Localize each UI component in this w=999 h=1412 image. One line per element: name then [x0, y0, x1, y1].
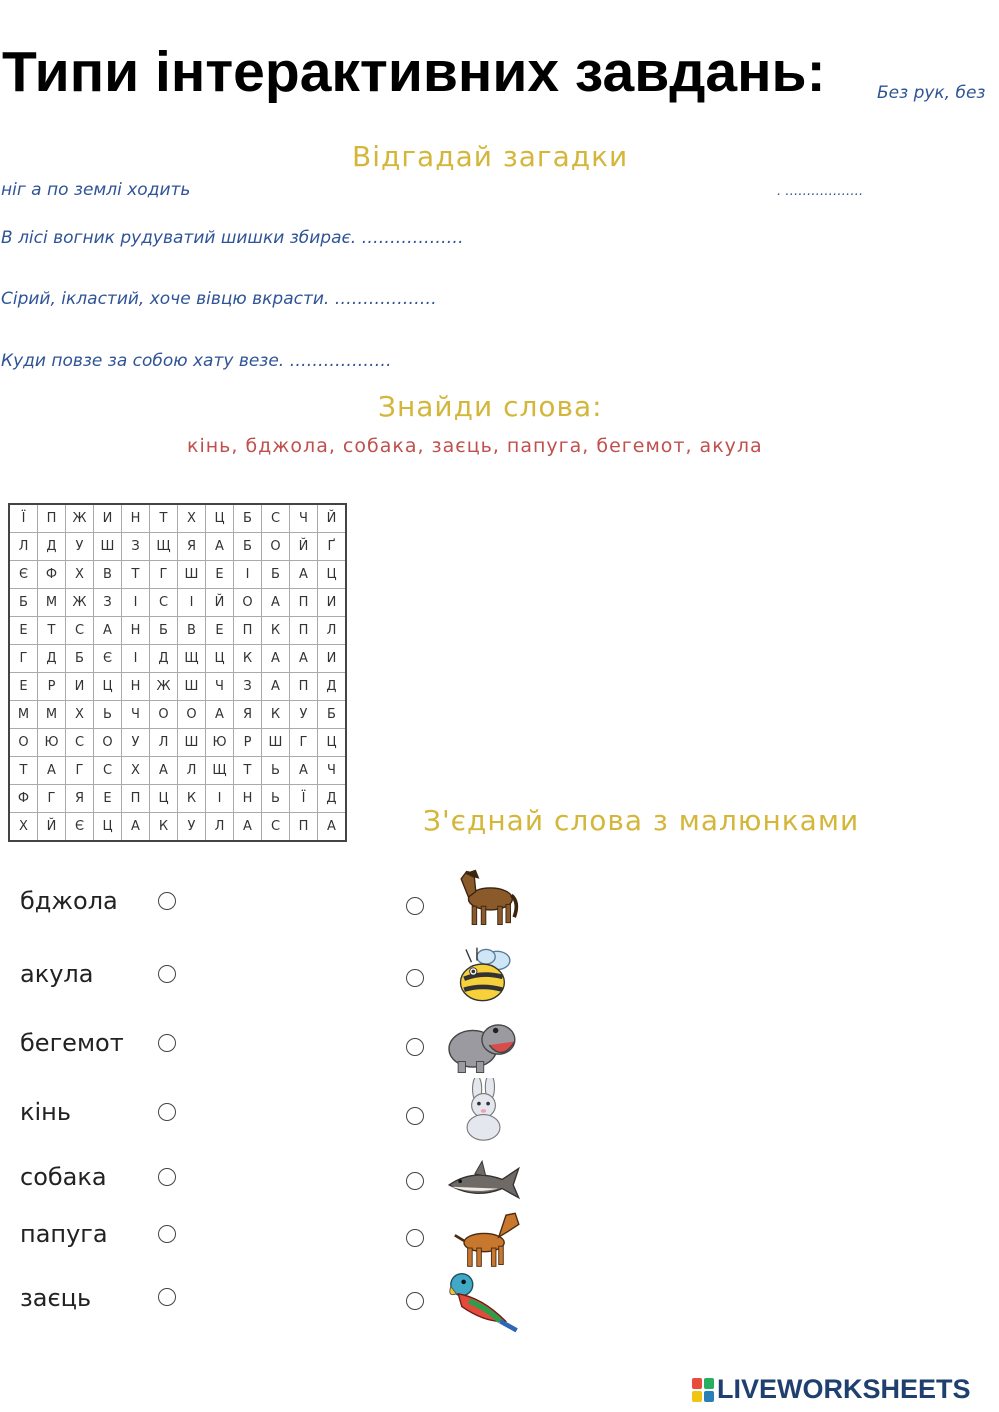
- grid-cell[interactable]: З: [94, 589, 122, 617]
- grid-cell[interactable]: Ш: [178, 673, 206, 701]
- grid-cell[interactable]: П: [122, 785, 150, 813]
- liveworksheets-logo: [692, 1374, 971, 1405]
- grid-cell[interactable]: Ю: [38, 729, 66, 757]
- grid-cell[interactable]: Ф: [38, 561, 66, 589]
- grid-row: [9, 673, 346, 701]
- match-left-dot[interactable]: [158, 1034, 176, 1052]
- grid-cell[interactable]: Н: [122, 673, 150, 701]
- dog-icon: [446, 1206, 524, 1270]
- grid-cell[interactable]: Е: [9, 617, 38, 645]
- grid-cell[interactable]: Х: [122, 757, 150, 785]
- riddle-text[interactable]: В лісі вогник рудуватий шишки збирає. ………………: [1, 228, 464, 248]
- match-right-dot[interactable]: [406, 1038, 424, 1056]
- grid-cell[interactable]: Е: [206, 617, 234, 645]
- grid-cell[interactable]: С: [94, 757, 122, 785]
- grid-cell[interactable]: А: [290, 645, 318, 673]
- match-word: бджола: [20, 887, 118, 915]
- grid-cell[interactable]: Н: [122, 504, 150, 533]
- grid-cell[interactable]: П: [290, 617, 318, 645]
- grid-cell[interactable]: Ц: [94, 813, 122, 842]
- grid-row: [9, 533, 346, 561]
- match-word: собака: [20, 1163, 107, 1191]
- grid-cell[interactable]: Л: [318, 617, 347, 645]
- brand-logo-icon: [692, 1378, 714, 1402]
- grid-row: [9, 813, 346, 842]
- grid-cell[interactable]: Г: [38, 785, 66, 813]
- grid-cell[interactable]: Б: [66, 645, 94, 673]
- grid-cell[interactable]: Г: [290, 729, 318, 757]
- horse-icon: [445, 866, 523, 930]
- grid-row: [9, 785, 346, 813]
- grid-cell[interactable]: К: [150, 813, 178, 842]
- grid-cell[interactable]: А: [290, 757, 318, 785]
- grid-cell[interactable]: Щ: [206, 757, 234, 785]
- riddle-text[interactable]: Куди повзе за собою хату везе. ………………: [1, 351, 392, 371]
- grid-cell[interactable]: Д: [318, 785, 347, 813]
- grid-cell[interactable]: Р: [234, 729, 262, 757]
- grid-cell[interactable]: І: [178, 589, 206, 617]
- grid-cell[interactable]: Ц: [94, 673, 122, 701]
- grid-cell[interactable]: Д: [318, 673, 347, 701]
- grid-cell[interactable]: П: [38, 504, 66, 533]
- grid-cell[interactable]: Л: [150, 729, 178, 757]
- grid-cell[interactable]: Щ: [150, 533, 178, 561]
- grid-cell[interactable]: І: [122, 589, 150, 617]
- title-note: Без рук, без: [877, 83, 986, 103]
- grid-cell[interactable]: З: [234, 673, 262, 701]
- grid-cell[interactable]: А: [94, 617, 122, 645]
- grid-cell[interactable]: А: [206, 533, 234, 561]
- wordsearch-heading: Знайди слова:: [378, 390, 603, 423]
- grid-cell[interactable]: К: [262, 701, 290, 729]
- grid-row: [9, 701, 346, 729]
- grid-cell[interactable]: П: [290, 813, 318, 842]
- grid-cell[interactable]: Д: [38, 645, 66, 673]
- match-left-dot[interactable]: [158, 1225, 176, 1243]
- grid-cell[interactable]: Й: [290, 533, 318, 561]
- grid-cell[interactable]: Р: [38, 673, 66, 701]
- grid-cell[interactable]: У: [290, 701, 318, 729]
- page-title: Типи інтерактивних завдань:: [2, 40, 826, 104]
- grid-cell[interactable]: Б: [318, 701, 347, 729]
- grid-cell[interactable]: А: [206, 701, 234, 729]
- rabbit-icon: [450, 1078, 528, 1142]
- grid-cell[interactable]: Л: [178, 757, 206, 785]
- wordsearch-words: кінь, бджола, собака, заєць, папуга, бегемот, акула: [187, 435, 763, 457]
- grid-cell[interactable]: Й: [38, 813, 66, 842]
- grid-cell[interactable]: Ж: [150, 673, 178, 701]
- grid-cell[interactable]: П: [290, 589, 318, 617]
- grid-cell[interactable]: Ю: [206, 729, 234, 757]
- grid-cell[interactable]: Ч: [290, 504, 318, 533]
- grid-cell[interactable]: Г: [150, 561, 178, 589]
- grid-cell[interactable]: Б: [9, 589, 38, 617]
- grid-cell[interactable]: Х: [66, 561, 94, 589]
- riddle-text: ніг а по землі ходить: [1, 180, 191, 200]
- grid-cell[interactable]: Е: [206, 561, 234, 589]
- grid-cell[interactable]: К: [178, 785, 206, 813]
- match-right-dot[interactable]: [406, 897, 424, 915]
- grid-cell[interactable]: Ц: [150, 785, 178, 813]
- match-right-dot[interactable]: [406, 1229, 424, 1247]
- grid-cell[interactable]: Ї: [290, 785, 318, 813]
- grid-cell[interactable]: С: [262, 504, 290, 533]
- grid-cell[interactable]: Т: [38, 617, 66, 645]
- grid-cell[interactable]: І: [234, 561, 262, 589]
- grid-cell[interactable]: Ж: [66, 504, 94, 533]
- wordsearch-grid[interactable]: [8, 503, 347, 842]
- match-right-dot[interactable]: [406, 969, 424, 987]
- grid-cell[interactable]: С: [66, 617, 94, 645]
- grid-cell[interactable]: І: [122, 645, 150, 673]
- grid-cell[interactable]: С: [150, 589, 178, 617]
- grid-cell[interactable]: Ч: [206, 673, 234, 701]
- grid-cell[interactable]: О: [178, 701, 206, 729]
- riddles-heading: Відгадай загадки: [352, 140, 629, 173]
- brand-text: LIVEWORKSHEETS: [717, 1374, 971, 1404]
- grid-cell[interactable]: П: [290, 673, 318, 701]
- grid-cell[interactable]: А: [262, 589, 290, 617]
- match-word: заєць: [20, 1284, 92, 1312]
- grid-row: [9, 645, 346, 673]
- grid-cell[interactable]: Ц: [318, 729, 347, 757]
- grid-cell[interactable]: Я: [234, 701, 262, 729]
- grid-cell[interactable]: А: [318, 813, 347, 842]
- grid-cell[interactable]: Щ: [178, 645, 206, 673]
- grid-cell[interactable]: Х: [9, 813, 38, 842]
- grid-cell[interactable]: Н: [234, 785, 262, 813]
- grid-cell[interactable]: О: [9, 729, 38, 757]
- grid-cell[interactable]: О: [234, 589, 262, 617]
- match-word: кінь: [20, 1098, 71, 1126]
- match-left-dot[interactable]: [158, 1168, 176, 1186]
- grid-cell[interactable]: Ж: [66, 589, 94, 617]
- parrot-icon: [442, 1270, 520, 1334]
- grid-row: [9, 729, 346, 757]
- grid-cell[interactable]: Ф: [9, 785, 38, 813]
- match-word: акула: [20, 960, 94, 988]
- grid-cell[interactable]: А: [38, 757, 66, 785]
- grid-cell[interactable]: В: [178, 617, 206, 645]
- grid-cell[interactable]: І: [206, 785, 234, 813]
- grid-cell[interactable]: Ґ: [318, 533, 347, 561]
- bee-icon: [448, 944, 526, 1008]
- grid-cell[interactable]: О: [94, 729, 122, 757]
- grid-cell[interactable]: Е: [9, 673, 38, 701]
- grid-row: [9, 504, 346, 533]
- match-right-dot[interactable]: [406, 1172, 424, 1190]
- grid-cell[interactable]: З: [122, 533, 150, 561]
- grid-cell[interactable]: О: [262, 533, 290, 561]
- grid-cell[interactable]: Є: [94, 645, 122, 673]
- grid-cell[interactable]: Б: [262, 561, 290, 589]
- match-word: папуга: [20, 1220, 108, 1248]
- riddle-answer-blank[interactable]: . ………………: [777, 184, 864, 199]
- grid-cell[interactable]: Д: [150, 645, 178, 673]
- grid-cell[interactable]: Я: [66, 785, 94, 813]
- grid-cell[interactable]: У: [122, 729, 150, 757]
- grid-cell[interactable]: А: [262, 673, 290, 701]
- grid-cell[interactable]: Т: [122, 561, 150, 589]
- grid-cell[interactable]: Т: [150, 504, 178, 533]
- grid-cell[interactable]: Ш: [178, 561, 206, 589]
- grid-cell[interactable]: Л: [9, 533, 38, 561]
- grid-cell[interactable]: И: [318, 589, 347, 617]
- grid-cell[interactable]: Ч: [122, 701, 150, 729]
- grid-cell[interactable]: И: [66, 673, 94, 701]
- grid-row: [9, 589, 346, 617]
- grid-cell[interactable]: Й: [206, 589, 234, 617]
- grid-cell[interactable]: Н: [122, 617, 150, 645]
- grid-cell[interactable]: Л: [206, 813, 234, 842]
- grid-cell[interactable]: А: [150, 757, 178, 785]
- grid-cell[interactable]: С: [66, 729, 94, 757]
- grid-cell[interactable]: С: [262, 813, 290, 842]
- grid-cell[interactable]: У: [66, 533, 94, 561]
- grid-cell[interactable]: Ш: [262, 729, 290, 757]
- grid-cell[interactable]: Є: [66, 813, 94, 842]
- grid-cell[interactable]: К: [234, 645, 262, 673]
- grid-cell[interactable]: А: [122, 813, 150, 842]
- grid-cell[interactable]: Т: [9, 757, 38, 785]
- grid-cell[interactable]: Ш: [94, 533, 122, 561]
- grid-cell[interactable]: Ц: [206, 645, 234, 673]
- grid-cell[interactable]: Ч: [318, 757, 347, 785]
- match-left-dot[interactable]: [158, 1288, 176, 1306]
- grid-cell[interactable]: М: [9, 701, 38, 729]
- grid-cell[interactable]: Я: [178, 533, 206, 561]
- grid-cell[interactable]: О: [150, 701, 178, 729]
- grid-cell[interactable]: А: [262, 645, 290, 673]
- grid-row: [9, 617, 346, 645]
- grid-cell[interactable]: Г: [9, 645, 38, 673]
- grid-cell[interactable]: Х: [66, 701, 94, 729]
- match-right-dot[interactable]: [406, 1107, 424, 1125]
- matching-heading: З'єднай слова з малюнками: [423, 804, 860, 837]
- grid-cell[interactable]: Є: [9, 561, 38, 589]
- grid-cell[interactable]: Ї: [9, 504, 38, 533]
- grid-cell[interactable]: Б: [150, 617, 178, 645]
- grid-row: [9, 561, 346, 589]
- grid-cell[interactable]: К: [262, 617, 290, 645]
- grid-cell[interactable]: Д: [38, 533, 66, 561]
- grid-cell[interactable]: Й: [318, 504, 347, 533]
- grid-cell[interactable]: Ц: [318, 561, 347, 589]
- match-left-dot[interactable]: [158, 1103, 176, 1121]
- grid-cell[interactable]: Ц: [206, 504, 234, 533]
- grid-cell[interactable]: П: [234, 617, 262, 645]
- grid-cell[interactable]: Б: [234, 533, 262, 561]
- grid-cell[interactable]: М: [38, 701, 66, 729]
- match-left-dot[interactable]: [158, 965, 176, 983]
- grid-cell[interactable]: Ш: [178, 729, 206, 757]
- grid-cell[interactable]: Ь: [262, 757, 290, 785]
- grid-cell[interactable]: Е: [94, 785, 122, 813]
- grid-cell[interactable]: В: [94, 561, 122, 589]
- grid-cell[interactable]: Б: [234, 504, 262, 533]
- grid-cell[interactable]: М: [38, 589, 66, 617]
- match-right-dot[interactable]: [406, 1292, 424, 1310]
- grid-cell[interactable]: Ь: [262, 785, 290, 813]
- grid-cell[interactable]: Г: [66, 757, 94, 785]
- grid-cell[interactable]: У: [178, 813, 206, 842]
- riddle-text[interactable]: Сірий, ікластий, хоче вівцю вкрасти. ………………: [1, 289, 437, 309]
- grid-cell[interactable]: Х: [178, 504, 206, 533]
- match-word: бегемот: [20, 1029, 124, 1057]
- grid-cell[interactable]: Т: [234, 757, 262, 785]
- grid-row: [9, 757, 346, 785]
- grid-cell[interactable]: А: [234, 813, 262, 842]
- grid-cell[interactable]: И: [94, 504, 122, 533]
- match-left-dot[interactable]: [158, 892, 176, 910]
- grid-cell[interactable]: И: [318, 645, 347, 673]
- grid-cell[interactable]: А: [290, 561, 318, 589]
- hippo-icon: [442, 1014, 520, 1078]
- grid-cell[interactable]: Ь: [94, 701, 122, 729]
